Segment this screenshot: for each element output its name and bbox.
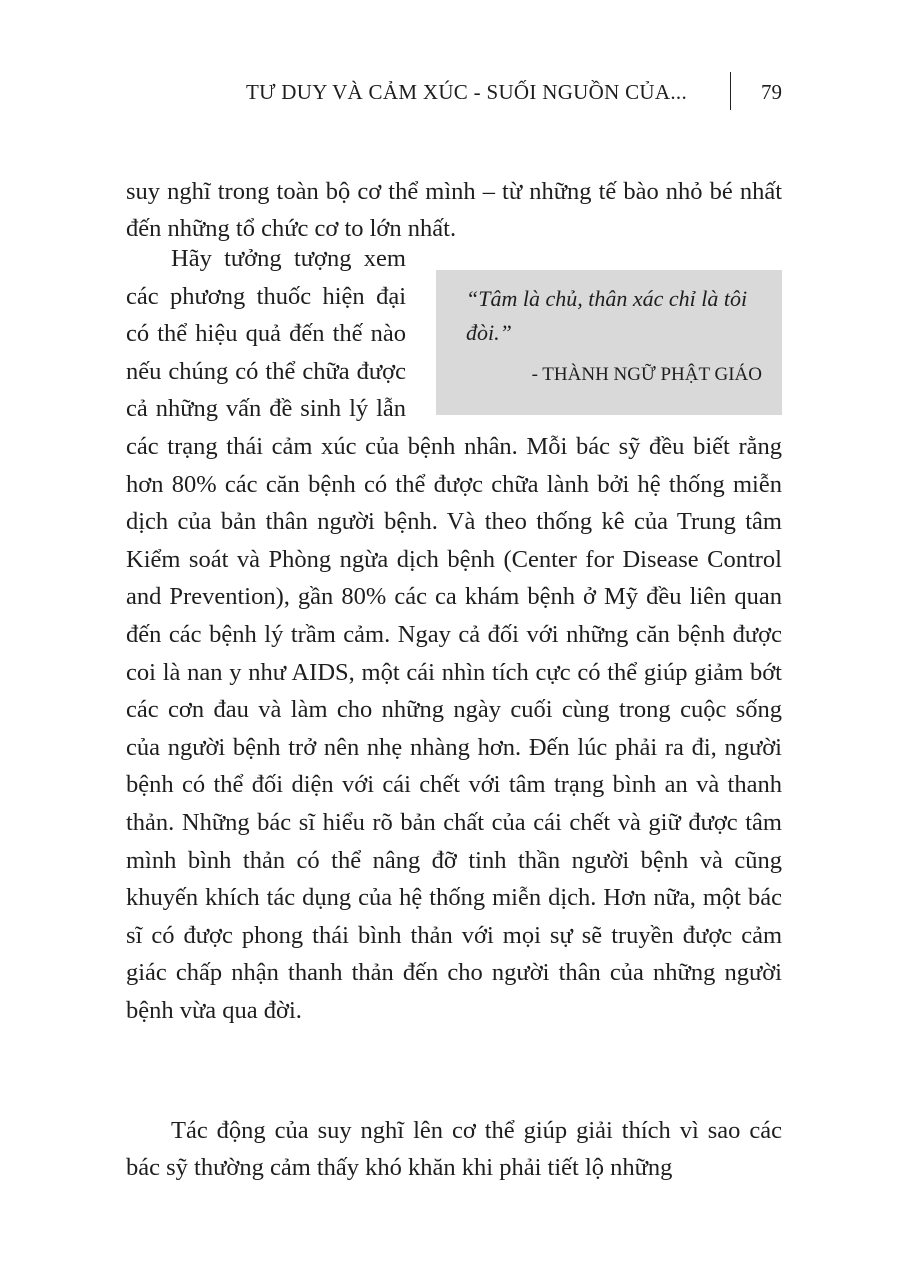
header-divider xyxy=(730,72,731,110)
pull-quote-source: - THÀNH NGỮ PHẬT GIÁO xyxy=(531,364,762,385)
paragraph-3: Tác động của suy nghĩ lên cơ thể giúp giải thích vì sao các bác sỹ thường cảm thấy khó khăn khi phải tiết lộ những xyxy=(126,1116,782,1182)
pull-quote-box xyxy=(436,270,782,415)
running-header xyxy=(0,72,782,112)
paragraph-2: Hãy tưởng tượng xem các phương thuốc hiện đại có thể hiệu quả đến thế nào nếu chúng có thể chữa được cả những vấn đề sinh lý lẫn các trạng thái cảm xúc của bệnh nhân. Mỗi bác sỹ đều biết rằng hơn 80% các căn bệnh có thể được chữa lành bởi hệ thống miễn dịch của bản thân người bệnh. Và theo thống kê của Trung tâm Kiểm soát và Phòng ngừa dịch bệnh (Center for Disease Control and Prevention), gần 80% các ca khám bệnh ở Mỹ đều liên quan đến các bệnh lý trầm cảm. Ngay cả đối với những căn bệnh được coi là nan y như AIDS, một cái nhìn tích cực có thể giúp giảm bớt các cơn đau và làm cho những ngày cuối cùng trong cuộc sống của người bệnh trở nên nhẹ nhàng hơn. Đến lúc phải ra đi, người bệnh có thể đối diện với cái chết với tâm trạng bình an và thanh thản. Những bác sĩ hiểu rõ bản chất của cái chết và giữ được tâm mình bình thản có thể nâng đỡ tinh thần người bệnh và cũng khuyến khích tác dụng của hệ thống miễn dịch. Hơn nữa, một bác sĩ có được phong thái bình thản với mọi sự sẽ truyền được cảm giác chấp nhận thanh thản đến cho người thân của những người bệnh vừa qua đời. xyxy=(126,245,782,1024)
running-header-title: TƯ DUY VÀ CẢM XÚC - SUỐI NGUỒN CỦA... xyxy=(246,80,687,104)
page-number: 79 xyxy=(761,80,782,104)
paragraph-2-container xyxy=(126,240,782,1029)
paragraph-1: suy nghĩ trong toàn bộ cơ thể mình – từ những tế bào nhỏ bé nhất đến những tổ chức cơ to lớn nhất. xyxy=(126,177,782,243)
pull-quote-text: “Tâm là chủ, thân xác chỉ là tôi đòi.” xyxy=(466,286,748,345)
